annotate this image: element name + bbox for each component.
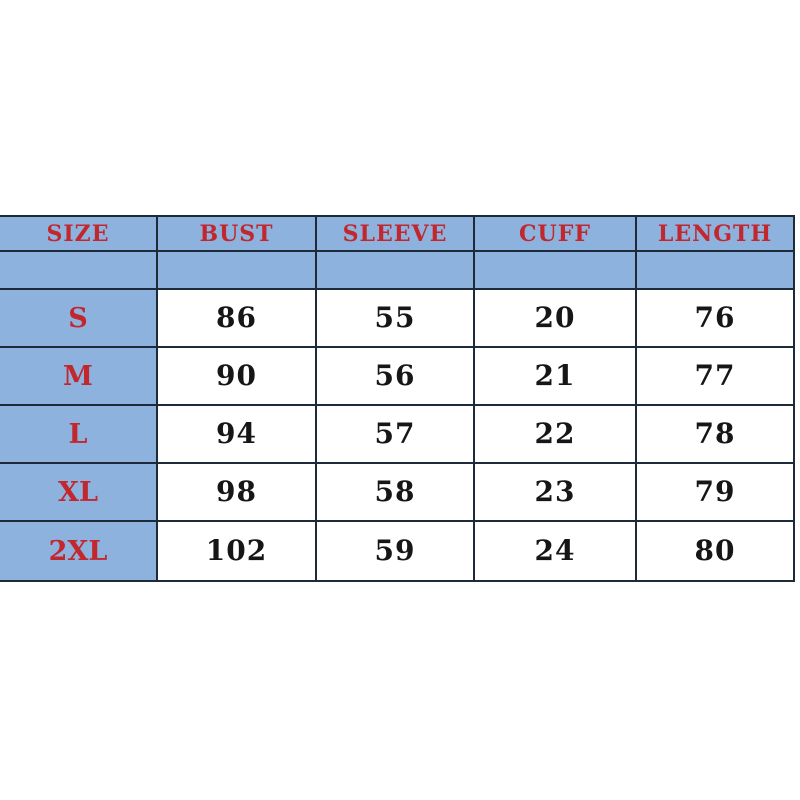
header-label: BUST (199, 220, 274, 247)
value-cell (637, 522, 795, 582)
header-label: SLEEVE (342, 220, 448, 247)
measurement-value: 86 (216, 301, 257, 334)
spacer-cell (475, 252, 637, 290)
spacer-cell (158, 252, 317, 290)
measurement-value: 56 (374, 359, 416, 392)
value-cell (158, 522, 317, 582)
size-label-cell (0, 522, 158, 582)
value-cell (158, 464, 317, 522)
value-cell (475, 522, 637, 582)
measurement-value: 57 (374, 417, 416, 450)
value-cell (637, 464, 795, 522)
value-cell (317, 406, 475, 464)
value-cell (158, 348, 317, 406)
measurement-value: 98 (216, 475, 257, 508)
measurement-value: 21 (534, 359, 576, 392)
measurement-value: 94 (216, 417, 257, 450)
measurement-value: 23 (534, 475, 576, 508)
measurement-value: 90 (216, 359, 257, 392)
value-cell (475, 464, 637, 522)
measurement-value: 55 (374, 301, 416, 334)
value-cell (475, 290, 637, 348)
size-label: L (68, 418, 88, 450)
size-label-cell (0, 290, 158, 348)
spacer-cell (0, 252, 158, 290)
header-cell-length (637, 217, 795, 252)
measurement-value: 80 (694, 534, 736, 567)
value-cell (475, 348, 637, 406)
value-cell (317, 348, 475, 406)
measurement-value: 102 (205, 534, 268, 567)
measurement-value: 24 (534, 534, 576, 567)
header-cell-sleeve (317, 217, 475, 252)
measurement-value: 76 (694, 301, 736, 334)
header-label: SIZE (46, 220, 110, 247)
value-cell (317, 464, 475, 522)
spacer-cell (317, 252, 475, 290)
value-cell (637, 348, 795, 406)
size-label-cell (0, 406, 158, 464)
value-cell (317, 522, 475, 582)
header-cell-cuff (475, 217, 637, 252)
header-cell-bust (158, 217, 317, 252)
value-cell (317, 290, 475, 348)
spacer-cell (637, 252, 795, 290)
value-cell (637, 290, 795, 348)
header-label: LENGTH (657, 220, 773, 247)
header-cell-size (0, 217, 158, 252)
measurement-value: 78 (694, 417, 736, 450)
size-label-cell (0, 464, 158, 522)
value-cell (637, 406, 795, 464)
header-label: CUFF (519, 220, 591, 247)
value-cell (158, 406, 317, 464)
measurement-value: 58 (374, 475, 416, 508)
measurement-value: 20 (534, 301, 576, 334)
value-cell (475, 406, 637, 464)
measurement-value: 77 (694, 359, 736, 392)
size-label: XL (58, 476, 98, 508)
measurement-value: 22 (534, 417, 576, 450)
value-cell (158, 290, 317, 348)
size-label: 2XL (48, 535, 108, 567)
measurement-value: 79 (694, 475, 736, 508)
size-label: S (68, 302, 88, 334)
size-label: M (63, 360, 93, 392)
measurement-value: 59 (374, 534, 416, 567)
size-label-cell (0, 348, 158, 406)
size-chart-table (0, 215, 795, 582)
